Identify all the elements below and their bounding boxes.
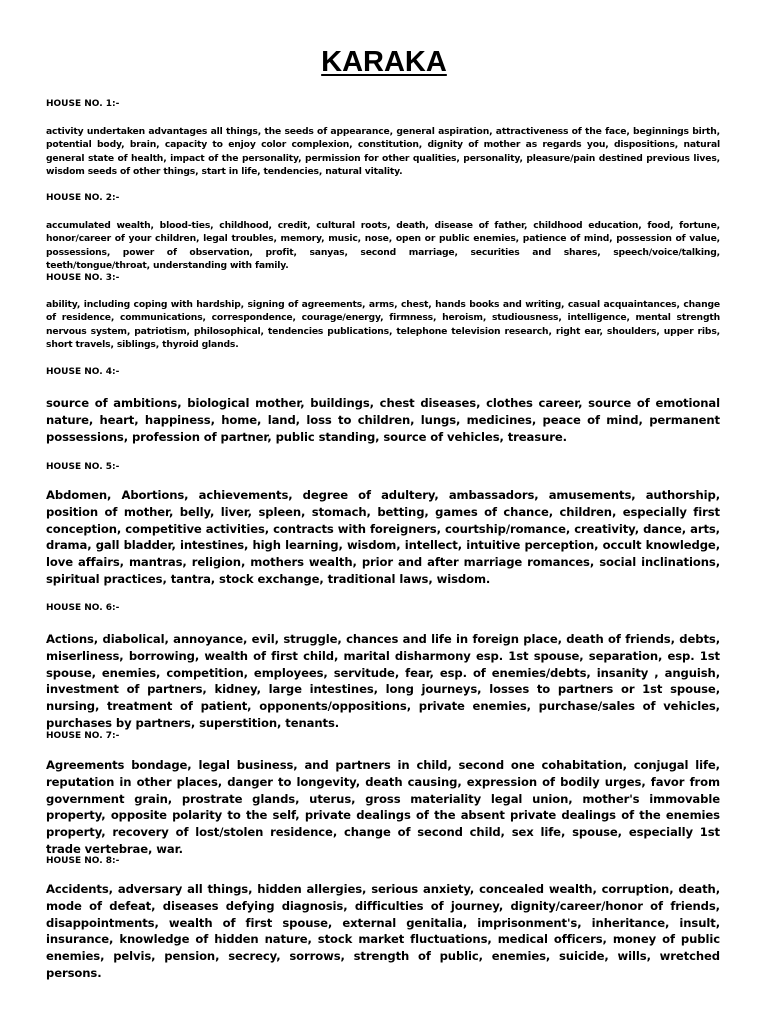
house-6-heading: HOUSE NO. 6:- bbox=[46, 603, 120, 613]
house-5-heading: HOUSE NO. 5:- bbox=[46, 462, 120, 472]
house-5-text: Abdomen, Abortions, achievements, degree of adultery, ambassadors, amusements, authorship, position of mother, belly, liver, spleen, stomach, betting, games of chance, children, especially first conception, competitive activities, contracts with foreigners, courtship/romance, creativity, dance, arts, drama, gall bladder, intestines, high learning, wisdom, intellect, intuitive perception, occult knowledge, love affairs, mantras, religion, mothers wealth, prior and after marriage romances, social inclinations, spiritual practices, tantra, stock exchange, traditional laws, wisdom. bbox=[46, 488, 720, 586]
house-6-text: Actions, diabolical, annoyance, evil, struggle, chances and life in foreign place, death of friends, debts, miserliness, borrowing, wealth of first child, marital disharmony esp. 1st spouse, separation, esp. 1st spouse, enemies, competition, employees, servitude, fear, esp. of enemies/debts, insanity , anguish, investment of partners, kidney, large intestines, long journeys, losses to partners or 1st spouse, nursing, treatment of patient, opponents/oppositions, private enemies, purchase/sales of vehicles, purchases by partners, superstition, tenants. bbox=[46, 632, 720, 730]
house-7-text: Agreements bondage, legal business, and partners in child, second one cohabitation, conjugal life, reputation in other places, danger to longevity, death causing, expression of bodily urges, favor from government grain, prostrate glands, uterus, gross materiality legal union, mother's immovable property, opposite polarity to the self, private dealings of the absent private dealings of the enemies property, recovery of lost/stolen residence, change of second child, sex life, spouse, especially 1st trade vertebrae, war. bbox=[46, 758, 720, 856]
house-1-text: activity undertaken advantages all things, the seeds of appearance, general aspiration, attractiveness of the face, beginnings birth, potential body, brain, capacity to enjoy color complexion, constitution, dignity of mother as regards you, dispositions, natural general state of health, impact of the personality, permission for other qualities, personality, pleasure/pain destined previous lives, wisdom seeds of other things, start in life, tendencies, natural vitality. bbox=[46, 126, 720, 177]
page-title-text: KARAKA bbox=[321, 46, 447, 78]
house-1-heading: HOUSE NO. 1:- bbox=[46, 99, 120, 109]
house-8-text: Accidents, adversary all things, hidden allergies, serious anxiety, concealed wealth, corruption, death, mode of defeat, diseases defying diagnosis, difficulties of journey, dignity/career/honor of friends, disappointments, wealth of first spouse, external genitalia, imprisonment's, inheritance, insult, insurance, knowledge of hidden nature, stock market fluctuations, medical officers, money of public enemies, pelvis, pension, secrecy, sorrows, strength of public, enemies, suicide, wills, wretched persons. bbox=[46, 882, 720, 980]
house-4-heading: HOUSE NO. 4:- bbox=[46, 367, 120, 377]
house-3-heading: HOUSE NO. 3:- bbox=[46, 273, 120, 283]
house-2-text: accumulated wealth, blood-ties, childhood, credit, cultural roots, death, disease of father, childhood education, food, fortune, honor/career of your children, legal troubles, memory, music, nose, open or public enemies, patience of mind, possession of value, possessions, power of observation, profit, sanyas, second marriage, securities and shares, speech/voice/talking, teeth/tongue/throat, understanding with family. bbox=[46, 220, 720, 271]
page-title bbox=[0, 44, 768, 80]
house-2-heading: HOUSE NO. 2:- bbox=[46, 193, 120, 203]
house-3-text: ability, including coping with hardship, signing of agreements, arms, chest, hands books and writing, casual acquaintances, change of residence, communications, correspondence, courage/energy, firmness, heroism, studiousness, intelligence, mental strength nervous system, patriotism, philosophical, tendencies publications, telephone television research, right ear, shoulders, upper ribs, short travels, siblings, thyroid glands. bbox=[46, 299, 720, 350]
house-4-text: source of ambitions, biological mother, buildings, chest diseases, clothes career, source of emotional nature, heart, happiness, home, land, loss to children, lungs, medicines, peace of mind, permanent possessions, profession of partner, public standing, source of vehicles, treasure. bbox=[46, 396, 720, 444]
house-8-heading: HOUSE NO. 8:- bbox=[46, 856, 120, 866]
house-7-heading: HOUSE NO. 7:- bbox=[46, 731, 120, 741]
